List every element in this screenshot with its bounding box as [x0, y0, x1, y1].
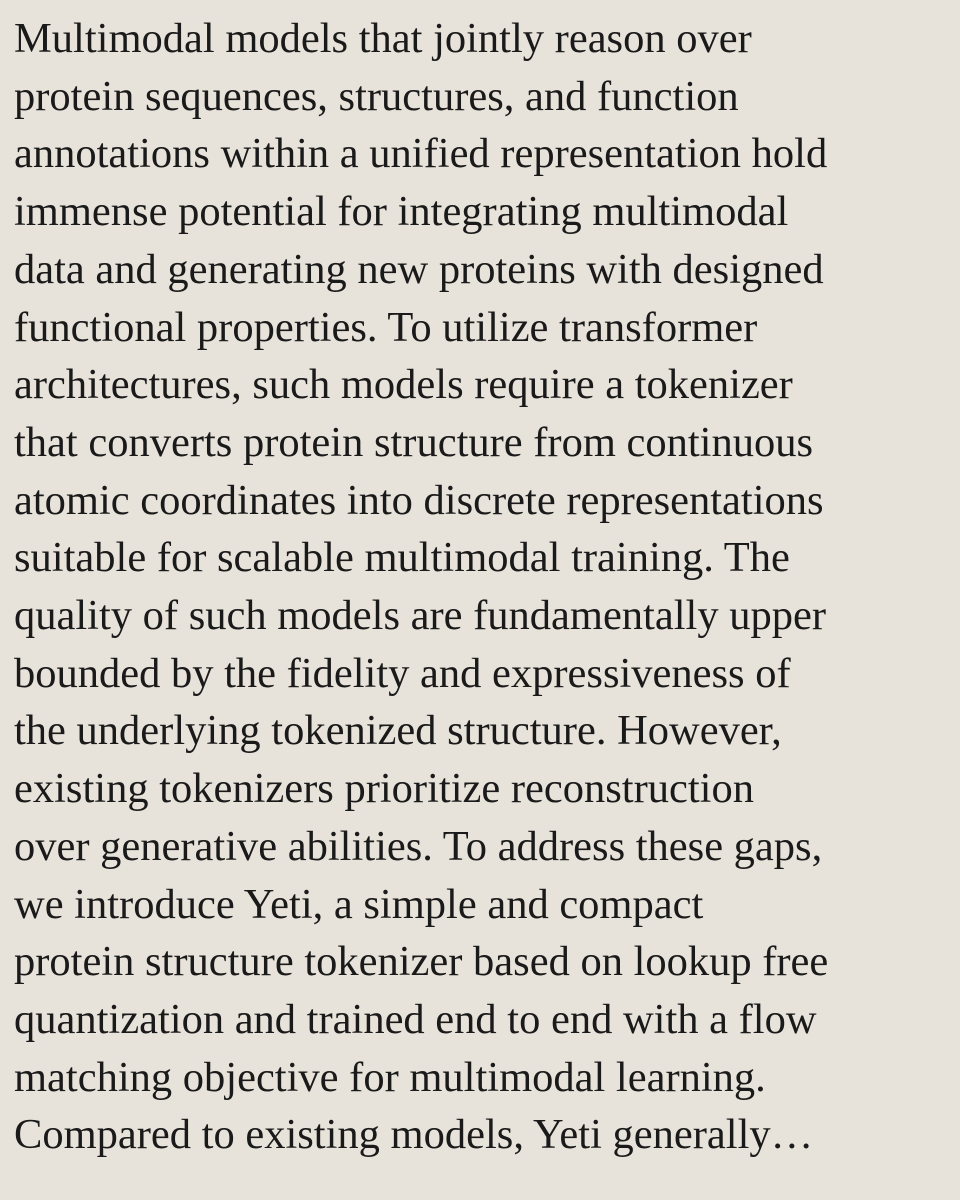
text-line: that converts protein structure from continuous [14, 418, 814, 466]
text-line: protein structure tokenizer based on lookup free [14, 938, 829, 986]
text-line: annotations within a unified representation hold [14, 130, 828, 178]
text-line: over generative abilities. To address these gaps, [14, 822, 823, 870]
text-line: functional properties. To utilize transformer [14, 303, 758, 351]
text-line: we introduce Yeti, a simple and compact [14, 880, 704, 928]
text-line: existing tokenizers prioritize reconstruction [14, 765, 754, 813]
text-line: quantization and trained end to end with a flow [14, 995, 817, 1043]
text-line: protein sequences, structures, and function [14, 72, 739, 120]
abstract-text [14, 10, 949, 1164]
text-line: quality of such models are fundamentally upper [14, 592, 826, 640]
text-line: atomic coordinates into discrete representations [14, 476, 824, 524]
text-line: Multimodal models that jointly reason over [14, 15, 752, 62]
text-line: Compared to existing models, Yeti generally… [14, 1111, 814, 1159]
text-line: bounded by the fidelity and expressiveness of [14, 649, 791, 697]
text-line: immense potential for integrating multimodal [14, 188, 789, 236]
text-line: the underlying tokenized structure. However, [14, 707, 782, 755]
text-line: data and generating new proteins with designed [14, 245, 824, 293]
text-line: suitable for scalable multimodal training. The [14, 534, 790, 582]
text-line: matching objective for multimodal learning. [14, 1053, 766, 1101]
text-line: architectures, such models require a tokenizer [14, 361, 793, 409]
